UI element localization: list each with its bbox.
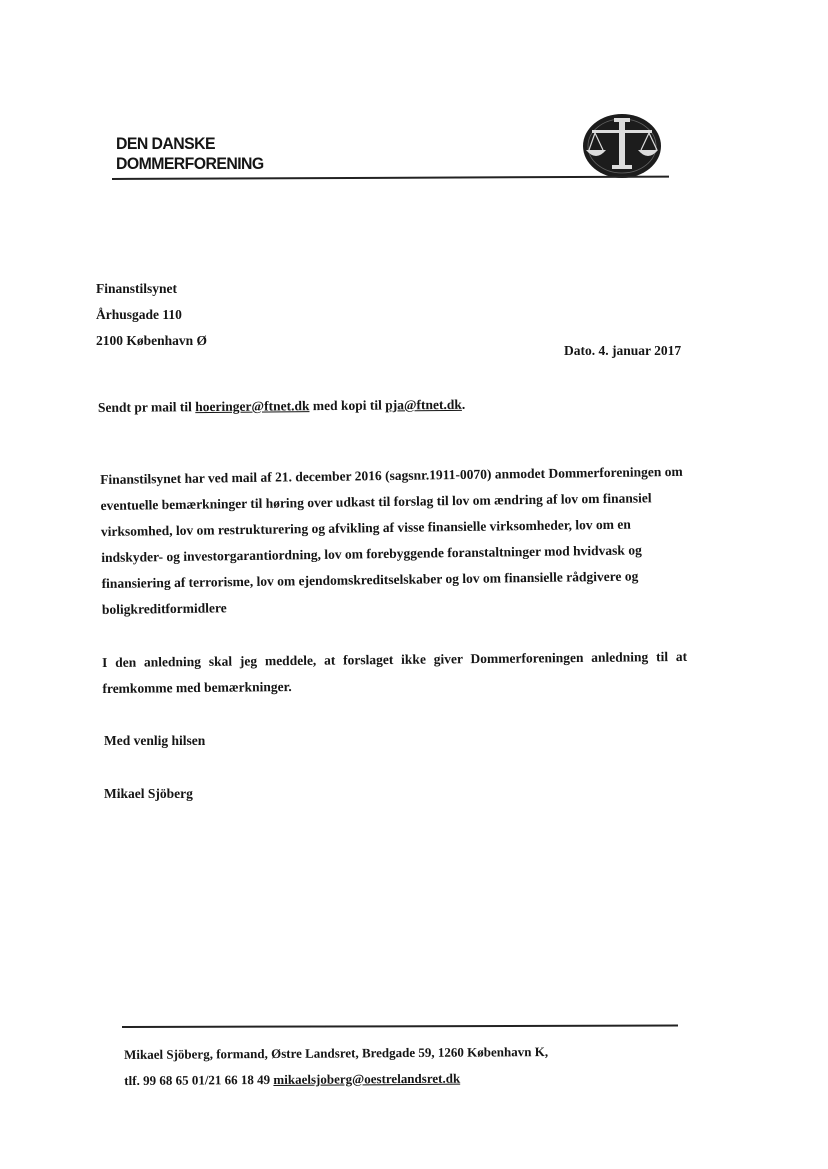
signer-name: Mikael Sjöberg bbox=[104, 786, 193, 801]
footer-email-link[interactable]: mikaelsjoberg@oestrelandsret.dk bbox=[273, 1070, 461, 1087]
footer-divider bbox=[122, 1025, 678, 1028]
sent-line-suffix: . bbox=[461, 396, 466, 412]
recipient-city: 2100 København Ø bbox=[96, 333, 208, 348]
organization-name bbox=[116, 134, 264, 174]
recipient-address bbox=[96, 276, 207, 354]
pja-email-link[interactable]: pja@ftnet.dk bbox=[385, 396, 462, 413]
sent-line-middle: med kopi til bbox=[309, 397, 386, 414]
recipient-street: Århusgade 110 bbox=[96, 307, 182, 322]
footer-address: Mikael Sjöberg, formand, Østre Landsret, Bredgade 59, 1260 København K, bbox=[124, 1044, 549, 1062]
recipient-name: Finanstilsynet bbox=[96, 281, 178, 296]
scales-of-justice-icon bbox=[580, 110, 664, 180]
organization-name-line2: DOMMERFORENING bbox=[116, 154, 264, 173]
body-paragraph-1: Finanstilsynet har ved mail af 21. december 2016 (sagsnr.1911-0070) anmodet Dommerforeningen om eventuelle bemærkninger til høring over udkast til forslag til lov om ændring af lov om finansiel virksomhed, lov om restrukturering og afvikling af visse finansielle virksomheder, lov om en indskyder- og investorgarantiordning, lov om forebyggende foranstaltninger mod hvidvask og finansiering af terrorisme, lov om ejendomskreditselskaber og lov om finansielle rådgivere og boligkreditformidlere bbox=[100, 463, 683, 617]
closing-salutation: Med venlig hilsen bbox=[104, 733, 206, 748]
footer-contact bbox=[124, 1039, 548, 1094]
sent-line bbox=[98, 397, 465, 416]
organization-name-line1: DEN DANSKE bbox=[116, 134, 215, 153]
footer-phone: tlf. 99 68 65 01/21 66 18 49 bbox=[124, 1071, 274, 1088]
footer-phone-email bbox=[124, 1065, 548, 1094]
letter-date: Dato. 4. januar 2017 bbox=[564, 343, 682, 358]
hoeringer-email-link[interactable]: hoeringer@ftnet.dk bbox=[195, 398, 310, 415]
body-paragraph-2: I den anledning skal jeg meddele, at forslaget ikke giver Dommerforeningen anledning til at fremkomme med bemærkninger. bbox=[102, 648, 688, 696]
sent-line-prefix: Sendt pr mail til bbox=[97, 399, 196, 415]
